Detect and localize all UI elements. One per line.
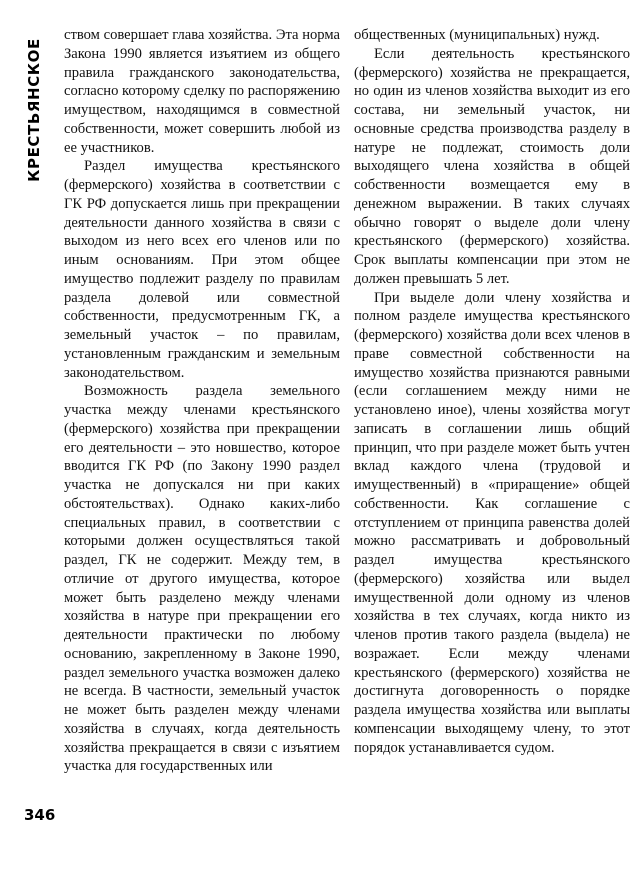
page-number: 346 [24, 806, 56, 824]
paragraph: ством совершает глава хозяйства. Эта норма Закона 1990 является изъятием из общего правила гражданского законодательства, согласно которому сделку по распоряжению имуществом, находящимся в совместной собственности, может совершить любой из ее участников. [64, 27, 340, 156]
right-column [354, 26, 630, 757]
paragraph: Раздел имущества крестьянского (фермерского) хозяйства в соответствии с ГК РФ допускается лишь при прекращении деятельности данного хозяйства в связи с выходом из него всех его членов или по иным основаниям. При этом общее имущество подлежит разделу по правилам раздела долевой или совместной собственности, предусмотренным ГК, а земельный участок – по правилам, установленным гражданским и земельным законодательством. [64, 158, 340, 381]
paragraph: Возможность раздела земельного участка между членами крестьянского (фермерского) хозяйства при прекращении его деятельности – это новшество, которое вводится ГК РФ (по Закону 1990 раздел участка не допускался ни при каких обстоятельствах). Однако каких-либо специальных правил, в соответствии с которыми должен осуществляться такой раздел, ГК не содержит. Между тем, в отличие от другого имущества, которое может быть разделено между членами хозяйства в натуре при прекращении его деятельности практически по любому основанию, закрепленному в Законе 1990, раздел земельного участка возможен далеко не всегда. В частности, земельный участок не может быть разделен между членами хозяйства в случаях, когда деятельность хозяйства прекращается в связи с изъятием участка для государственных или [64, 383, 340, 775]
paragraph: При выделе доли члену хозяйства и полном разделе имущества крестьянского (фермерского) хозяйства доли всех членов в праве совместной собственности на имущество хозяйства признаются равными (если соглашением между ними не установлено иное), члены хозяйства могут записать в соглашении лишь общий принцип, что при разделе может быть учтен вклад каждого члена (трудовой и имущественный) в «приращение» общей собственности. Как соглашение с отступлением от принципа равенства долей можно рассматривать и добровольный раздел имущества крестьянского (фермерского) хозяйства или выдел имущественной доли одному из членов хозяйства в тех случаях, когда никто из членов против такого раздела (выдела) не возражает. Если между членами крестьянского (фермерского) хозяйства не достигнута договоренность о порядке раздела имущества хозяйства или выплаты компенсации выходящему члену, то этот порядок устанавливается судом. [354, 289, 630, 756]
left-column [64, 26, 340, 776]
paragraph: общественных (муниципальных) нужд. [354, 27, 600, 43]
paragraph: Если деятельность крестьянского (фермерского) хозяйства не прекращается, но один из членов хозяйства выходит из его состава, ни земельный участок, ни основные средства производства разделу в натуре не подлежат, стоимость доли выходящего члена хозяйства в общей собственности возмещается ему в денежном выражении. В таких случаях обычно говорят о выделе доли члену крестьянского (фермерского) хозяйства. Срок выплаты компенсации при этом не должен превышать 5 лет. [354, 45, 630, 287]
running-header-text: КРЕСТЬЯНСКОЕ [25, 38, 43, 182]
running-header [22, 30, 46, 190]
